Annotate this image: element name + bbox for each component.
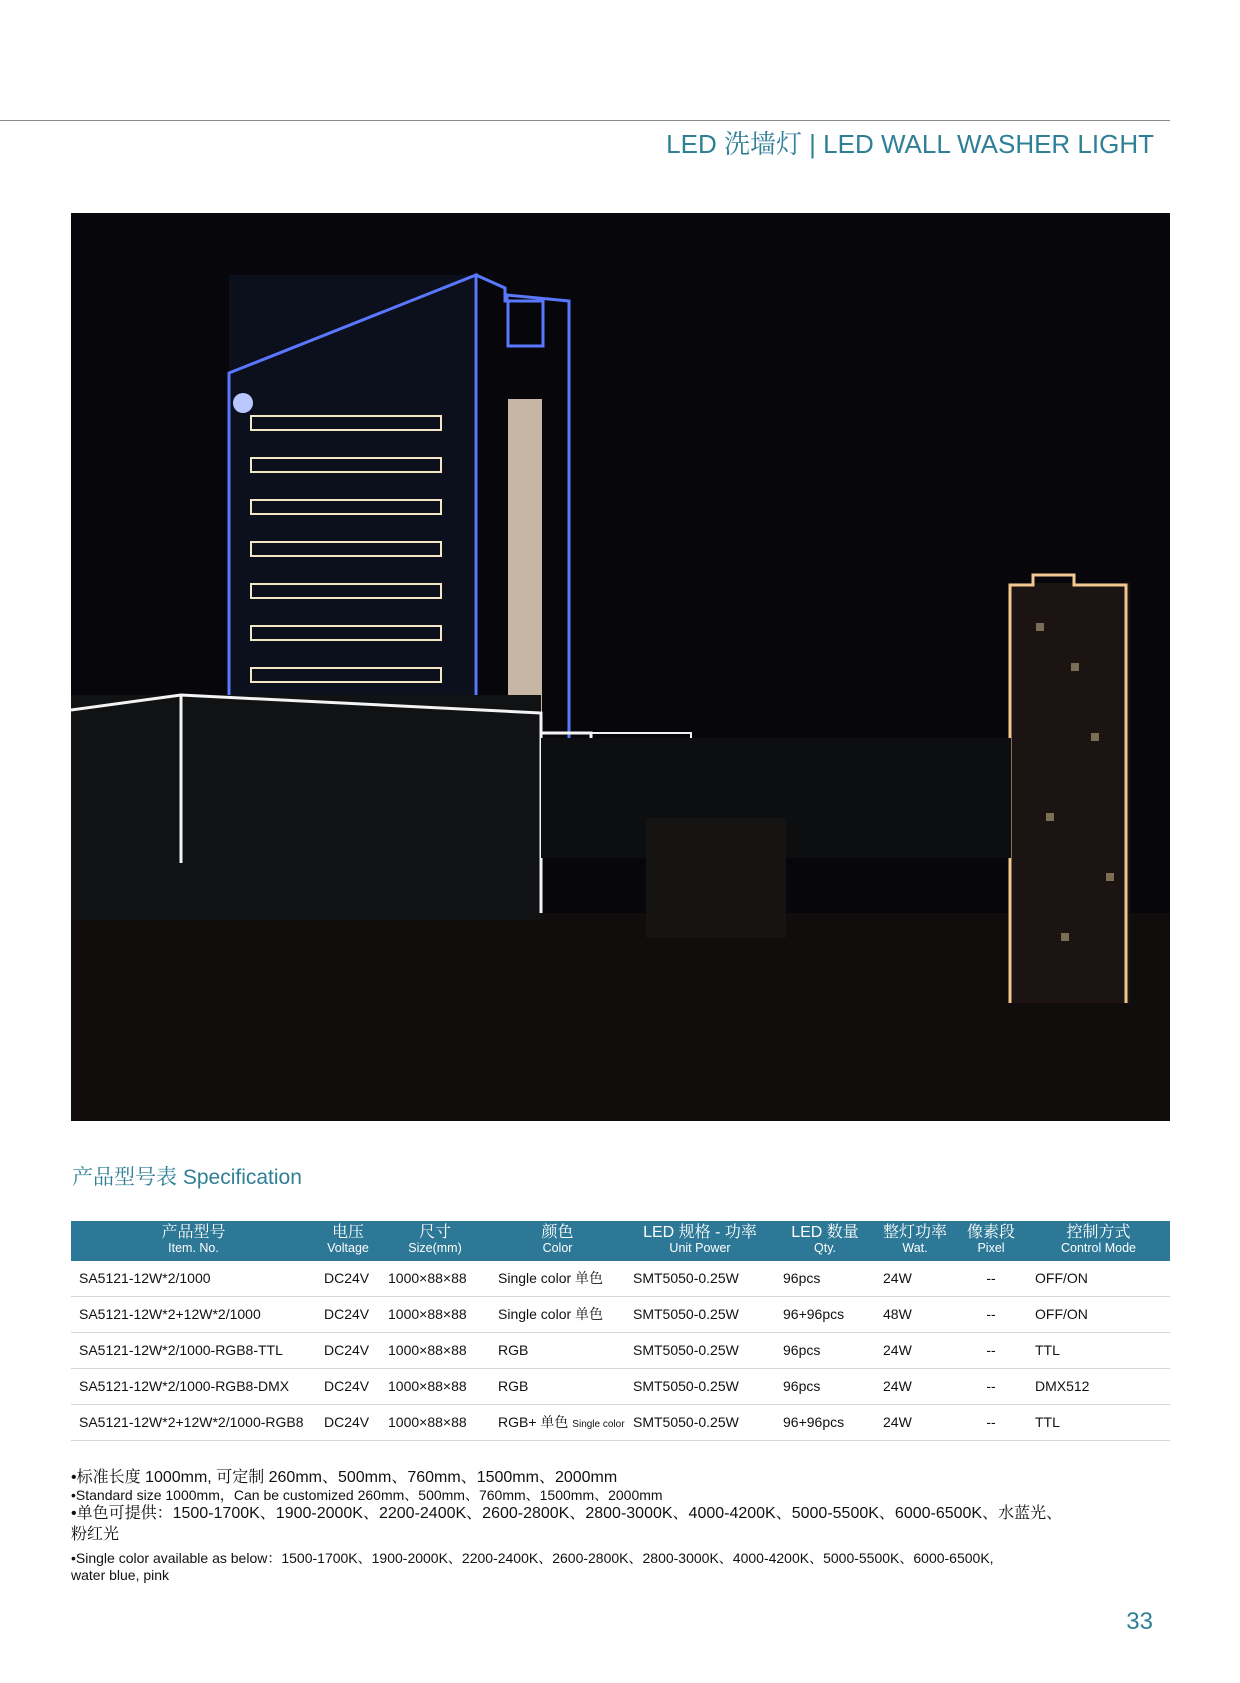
cell-wat: 48W xyxy=(875,1296,955,1332)
cell-wat: 24W xyxy=(875,1332,955,1368)
cell-voltage: DC24V xyxy=(316,1404,380,1440)
cell-pixel: -- xyxy=(955,1261,1027,1297)
cell-unit-power: SMT5050-0.25W xyxy=(625,1332,775,1368)
cell-item: SA5121-12W*2/1000-RGB8-DMX xyxy=(71,1368,316,1404)
cell-pixel: -- xyxy=(955,1296,1027,1332)
cell-color: Single color 单色 xyxy=(490,1296,625,1332)
cell-item: SA5121-12W*2/1000 xyxy=(71,1261,316,1297)
col-pixel: 像素段 Pixel xyxy=(955,1221,1027,1261)
note-standard-length-en: •Standard size 1000mm，Can be customized 260mm、500mm、760mm、1500mm、2000mm xyxy=(71,1487,663,1504)
specification-table xyxy=(71,1221,1170,1441)
cell-control: OFF/ON xyxy=(1027,1296,1170,1332)
cell-control: DMX512 xyxy=(1027,1368,1170,1404)
cell-voltage: DC24V xyxy=(316,1296,380,1332)
cell-wat: 24W xyxy=(875,1368,955,1404)
cell-qty: 96pcs xyxy=(775,1261,875,1297)
cell-control: OFF/ON xyxy=(1027,1261,1170,1297)
cell-size: 1000×88×88 xyxy=(380,1332,490,1368)
note-colors-en: •Single color available as below：1500-1700K、1900-2000K、2200-2400K、2600-2800K、2800-3000K、4000-4200K、5000-5500K、6000-6500K, xyxy=(71,1550,994,1567)
cell-size: 1000×88×88 xyxy=(380,1296,490,1332)
col-color: 颜色 Color xyxy=(490,1221,625,1261)
page-title: LED 洗墙灯 | LED WALL WASHER LIGHT xyxy=(666,129,1154,159)
cell-size: 1000×88×88 xyxy=(380,1404,490,1440)
building-night-photo xyxy=(71,213,1170,1121)
table-row xyxy=(71,1261,1170,1297)
cell-wat: 24W xyxy=(875,1261,955,1297)
notes xyxy=(71,1468,1171,1584)
col-control-mode: 控制方式 Control Mode xyxy=(1027,1221,1170,1261)
cell-qty: 96+96pcs xyxy=(775,1296,875,1332)
cell-item: SA5121-12W*2+12W*2/1000 xyxy=(71,1296,316,1332)
cell-color: RGB+ 单色 Single color xyxy=(490,1404,625,1440)
note-colors-cn: •单色可提供：1500-1700K、1900-2000K、2200-2400K、2600-2800K、2800-3000K、4000-4200K、5000-5500K、6000-6500K、水蓝光、 xyxy=(71,1504,1063,1522)
header-rule xyxy=(0,120,1170,121)
cell-item: SA5121-12W*2/1000-RGB8-TTL xyxy=(71,1332,316,1368)
cell-control: TTL xyxy=(1027,1332,1170,1368)
note-standard-length-cn: •标准长度 1000mm, 可定制 260mm、500mm、760mm、1500mm、2000mm xyxy=(71,1469,618,1486)
col-qty: LED 数量 Qty. xyxy=(775,1221,875,1261)
table-row xyxy=(71,1404,1170,1440)
table-row xyxy=(71,1296,1170,1332)
table-row xyxy=(71,1332,1170,1368)
cell-wat: 24W xyxy=(875,1404,955,1440)
note-colors-en-cont: water blue, pink xyxy=(71,1567,170,1584)
table-row xyxy=(71,1368,1170,1404)
col-voltage: 电压 Voltage xyxy=(316,1221,380,1261)
cell-voltage: DC24V xyxy=(316,1368,380,1404)
cell-pixel: -- xyxy=(955,1404,1027,1440)
night-building-illustration xyxy=(71,213,1170,1121)
cell-voltage: DC24V xyxy=(316,1332,380,1368)
cell-qty: 96pcs xyxy=(775,1368,875,1404)
cell-item: SA5121-12W*2+12W*2/1000-RGB8 xyxy=(71,1404,316,1440)
cell-size: 1000×88×88 xyxy=(380,1261,490,1297)
note-colors-cn-cont: 粉红光 xyxy=(71,1526,120,1544)
col-item-no: 产品型号 Item. No. xyxy=(71,1221,316,1261)
specification-heading: 产品型号表 Specification xyxy=(72,1166,302,1189)
cell-unit-power: SMT5050-0.25W xyxy=(625,1261,775,1297)
table-header-row xyxy=(71,1221,1170,1261)
cell-unit-power: SMT5050-0.25W xyxy=(625,1368,775,1404)
cell-color: RGB xyxy=(490,1368,625,1404)
cell-size: 1000×88×88 xyxy=(380,1368,490,1404)
col-size: 尺寸 Size(mm) xyxy=(380,1221,490,1261)
cell-unit-power: SMT5050-0.25W xyxy=(625,1404,775,1440)
cell-voltage: DC24V xyxy=(316,1261,380,1297)
cell-pixel: -- xyxy=(955,1332,1027,1368)
cell-control: TTL xyxy=(1027,1404,1170,1440)
page-number: 33 xyxy=(1126,1608,1153,1635)
col-unit-power: LED 规格 - 功率 Unit Power xyxy=(625,1221,775,1261)
cell-color: RGB xyxy=(490,1332,625,1368)
cell-qty: 96+96pcs xyxy=(775,1404,875,1440)
cell-pixel: -- xyxy=(955,1368,1027,1404)
cell-color: Single color 单色 xyxy=(490,1261,625,1297)
cell-unit-power: SMT5050-0.25W xyxy=(625,1296,775,1332)
cell-qty: 96pcs xyxy=(775,1332,875,1368)
col-wat: 整灯功率 Wat. xyxy=(875,1221,955,1261)
